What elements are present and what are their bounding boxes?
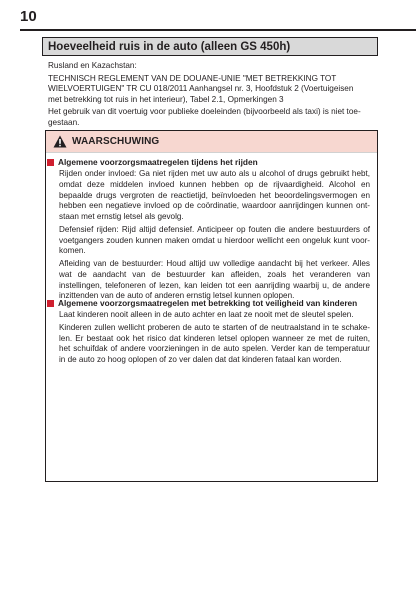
red-square-icon	[47, 159, 54, 166]
paragraph-driver-distraction: Afleiding van de bestuurder: Houd altijd uw volledige aandacht bij het verkeer. Alles wat de aandacht van de bestuurder kan afleiden, zoals het veranderen van instellingen, telefoneren of lezen, kan leiden tot een aanrijding waarbij u, de andere inzittenden van de auto of anderen ernstig letsel kunnen oplopen.	[59, 259, 370, 301]
subheading-child-safety	[46, 298, 373, 309]
warning-box	[45, 130, 378, 482]
paragraph-children-alone: Laat kinderen nooit alleen in de auto achter en laat ze nooit met de sleutel spelen.	[59, 310, 354, 319]
regulation-line: met betrekking tot ruis in het interieur), Tabel 2.1, Opmerkingen 3	[48, 95, 284, 105]
child-safety-body	[59, 310, 370, 368]
paragraph-children-risks: Kinderen zullen wellicht proberen de auto te starten of de neutraalstand in te schake-len. Er bestaat ook het risico dat kinderen letsel oplopen wanneer ze met de ruiten, het schuifdak of andere voorzieningen in de auto spelen. Verder kan de temperatuur in de auto zo hoog oplopen of zo ver dalen dat dat kinderen fataal kan worden.	[59, 322, 370, 364]
driving-precautions-body	[59, 169, 370, 304]
regulation-line: TECHNISCH REGLEMENT VAN DE DOUANE-UNIE "MET BETREKKING TOT	[48, 73, 337, 83]
subheading-text: Algemene voorzorgsmaatregelen tijdens het rijden	[58, 157, 258, 167]
header-rule	[20, 29, 416, 31]
subheading-text: Algemene voorzorgsmaatregelen met betrekking tot veiligheid van kinderen	[58, 298, 358, 308]
warning-title: WAARSCHUWING	[72, 136, 160, 147]
subheading-driving-precautions	[46, 157, 373, 168]
section-heading: Hoeveelheid ruis in de auto (alleen GS 450h)	[42, 37, 378, 56]
red-square-icon	[47, 300, 54, 307]
paragraph-drink-driving: Rijden onder invloed: Ga niet rijden met uw auto als u alcohol of drugs gebruikt hebt, omdat deze middelen invloed kunnen hebben op de rijvaardigheid. Alcohol en bepaalde drugs vergroten de reactietijd, beïnvloeden het beoordelingsvermogen en hebben een negatieve invloed op de coördinatie, waardoor aanrijdingen kunnen ont-staan met ernstig letsel als gevolg.	[59, 169, 370, 221]
regulation-line: WIELVOERTUIGEN" TR CU 018/2011 Aanhangsel nr. 3, Hoofdstuk 2 (Voertuigeisen	[48, 84, 354, 94]
usage-note: Het gebruik van dit voertuig voor publieke doeleinden (bijvoorbeeld als taxi) is niet toe-gestaan.	[48, 106, 361, 127]
warning-triangle-icon	[53, 135, 67, 148]
paragraph-defensive-driving: Defensief rijden: Rijd altijd defensief. Anticipeer op fouten die andere bestuurders of voetgangers zouden kunnen maken omdat u hierdoor wellicht een ongeluk kunt voor-komen.	[59, 224, 370, 256]
intro-text	[48, 61, 378, 129]
warning-header	[46, 131, 377, 153]
region-label: Rusland en Kazachstan:	[48, 61, 137, 70]
page-number: 10	[20, 8, 37, 25]
